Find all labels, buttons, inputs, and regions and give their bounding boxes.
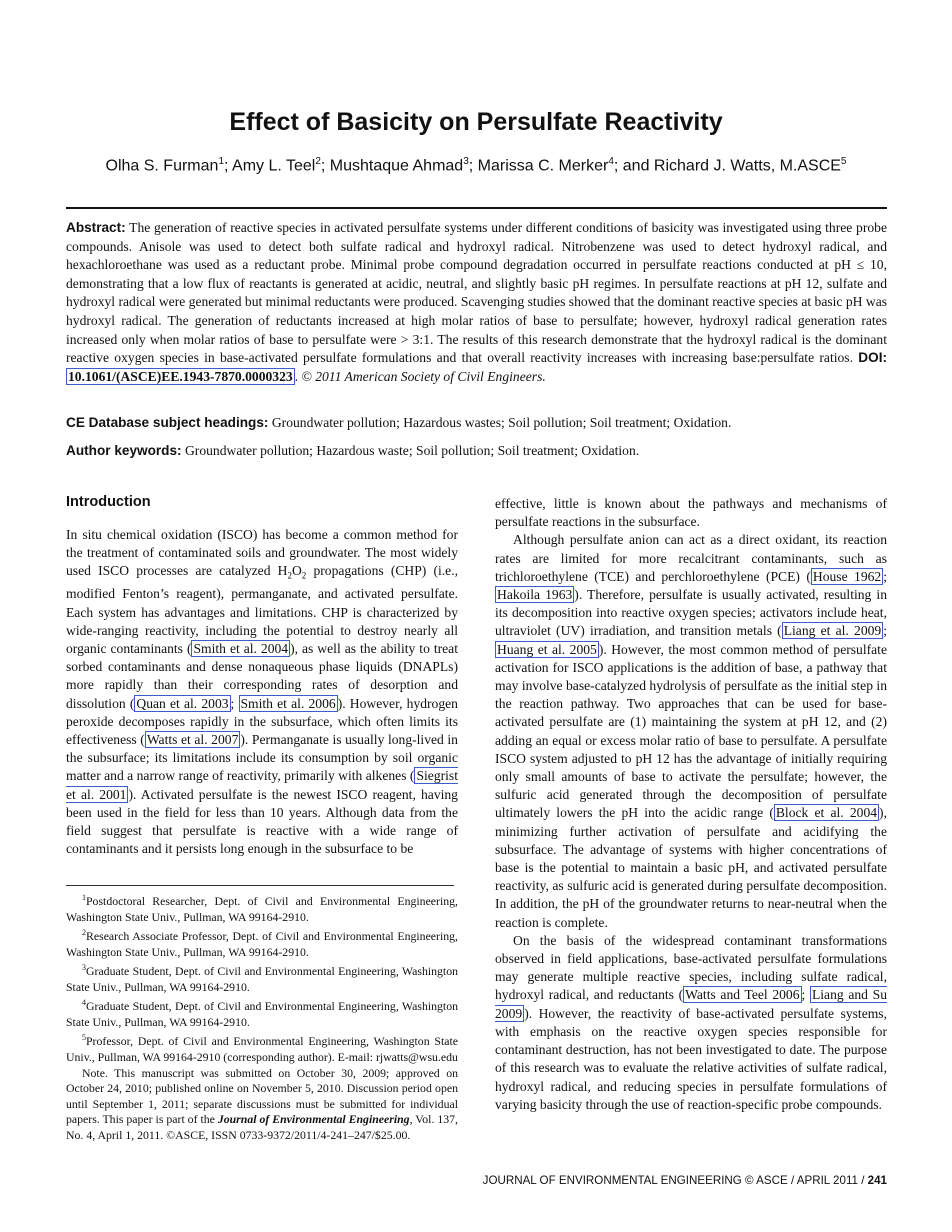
footnote-mark: 4	[82, 998, 86, 1008]
text-run: O	[291, 563, 302, 579]
text-run: ), as well as the ability to treat sorbed contaminants and dense nonaqueous phase liquids (DNAPLs) more rapidly than their corresponding rates of desorption and dissolution (	[66, 640, 458, 711]
text-run: Although persulfate anion can act as a direct oxidant, its reaction rates are limited for more recalcitrant contaminants, such as trichloroethylene (TCE) and perchloroethylene (PCE) (	[495, 532, 887, 584]
footnote-mark: 3	[82, 963, 86, 973]
paper-title: Effect of Basicity on Persulfate Reactivity	[229, 108, 723, 136]
footnote	[66, 890, 458, 925]
paragraph	[495, 531, 887, 931]
footnote-divider	[66, 885, 454, 886]
page-number: 241	[867, 1174, 887, 1187]
author-separator: ;	[320, 157, 330, 175]
author-affiliation-mark: 5	[840, 156, 847, 167]
text-run: ). However, the most common method of persulfate activation for ISCO applications is the addition of base, a pathway that may involve base-catalyzed hydrolysis of persulfate as the initial step in the reaction pathway. Two approaches that can be used for base-activated persulfate are (1) maintaining the system at pH 12, and (2) adding an equal or excess molar ratio of base to persulfate. A persulfate ISCO system adjusted to pH 12 has the advantage of initially requiring only small amounts of base to activate the persulfate; however, the sulfuric acid generated through the decomposition of persulfate ultimately lowers the pH into the acidic range (	[495, 641, 887, 821]
copyright-notice: © 2011 American Society of Civil Engineers.	[301, 368, 546, 384]
paragraph	[495, 932, 887, 1114]
journal-name: Journal of Environmental Engineering	[217, 1112, 410, 1127]
footnote-text: Research Associate Professor, Dept. of Civil and Environmental Engineering, Washington State Univ., Pullman, WA 99164-2910.	[66, 929, 458, 959]
abstract-text: The generation of reactive species in activated persulfate systems under different conditions of basicity was investigated using three probe compounds. Anisole was used to detect both sulfate radical and hydroxyl radical. Nitrobenzene was used to detect hydroxyl radical, and hexachloroethane was used as a reductant probe. Minimal probe compound degradation occurred in persulfate reactions conducted at pH ≤ 10, demonstrating that a low flux of reactants is generated at acidic, neutral, and slightly basic pH regimes. In persulfate reactions at pH 12, sulfate and hydroxyl radical were generated but minimal reductants were produced. Scavenging studies showed that the dominant reactive species at basic pH was hydroxyl radical. The generation of reductants increased at high molar ratios of base to persulfate; however, hydroxyl radical generation rates increased only when molar ratios of base to persulfate were > 3:1. The results of this research demonstrate that the hydroxyl radical is the dominant reactive oxygen species in base-activated persulfate formulations and that overall reactivity increases with increasing base:persulfate ratios.	[66, 220, 888, 366]
left-column	[66, 526, 458, 858]
citation-link[interactable]: Smith et al. 2004	[193, 640, 289, 656]
author: Mushtaque Ahmad	[329, 157, 464, 175]
text-run: ;	[230, 695, 239, 711]
right-column	[495, 495, 887, 1114]
footer-journal-line: JOURNAL OF ENVIRONMENTAL ENGINEERING © ASCE / APRIL 2011 /	[482, 1174, 868, 1187]
keywords-text: Groundwater pollution; Hazardous waste; Soil pollution; Soil treatment; Oxidation.	[184, 443, 640, 458]
text-run: ). Activated persulfate is the newest ISCO reagent, having been used in the field for less than 10 years. Although data from the field suggest that persulfate is reactive with a wide range of contaminants and it persists long enough in the subsurface to be	[66, 786, 458, 857]
ce-subject-headings	[66, 414, 887, 433]
footnote-mark: 5	[82, 1033, 86, 1043]
ce-headings-label: CE Database subject headings:	[66, 415, 269, 430]
doi-link[interactable]: 10.1061/(ASCE)EE.1943-7870.0000323	[68, 368, 293, 384]
text-run: On the basis of the widespread contaminant transformations observed in field applications, base-activated persulfate formulations may generate multiple reactive species, including sulfate radical, hydroxyl radical, and reductants (	[495, 932, 887, 1003]
submission-note	[66, 1066, 458, 1144]
citation-link[interactable]: Huang et al. 2005	[497, 641, 597, 657]
author-separator: ;	[224, 157, 233, 175]
citation-link[interactable]: Quan et al. 2003	[136, 695, 229, 711]
text-run: propagations (CHP) (i.e., modified Fenton’s reagent), permanganate, and activated persulfate. Each system has advantages and limitations. CHP is characterized by wide-ranging reactivity, including the potential to destroy nearly all organic contaminants (	[66, 563, 458, 656]
citation-link[interactable]: Liang et al. 2009	[783, 623, 882, 639]
ce-headings-text: Groundwater pollution; Hazardous wastes; Soil pollution; Soil treatment; Oxidation.	[271, 415, 732, 430]
author-affiliation-mark: 4	[608, 156, 614, 167]
footnote-text: Graduate Student, Dept. of Civil and Environmental Engineering, Washington State Univ., Pullman, WA 99164-2910.	[66, 964, 458, 994]
footnote-text: Professor, Dept. of Civil and Environmental Engineering, Washington State Univ., Pullman, WA 99164-2910 (corresponding author). E-mail: rjwatts@wsu.edu	[66, 1034, 458, 1064]
header-divider	[66, 207, 887, 209]
author: Amy L. Teel	[232, 157, 316, 175]
subscript: 2	[301, 571, 307, 582]
citation-link[interactable]: Block et al. 2004	[775, 805, 878, 821]
author-keywords	[66, 442, 887, 461]
citation-link[interactable]: House 1962	[812, 568, 882, 584]
subscript: 2	[287, 571, 292, 582]
citation-link[interactable]: Watts and Teel 2006	[685, 987, 800, 1003]
citation-link[interactable]: Watts et al. 2007	[146, 731, 239, 747]
abstract: Abstract: The generation of reactive species in activated persulfate systems under different conditions of basicity was investigated using three probe compounds. Anisole was used to detect both sulfate radical and hydroxyl radical. Nitrobenzene was used to detect hydroxyl radical, and hexachloroethane was used as a reductant probe. Minimal probe compound degradation occurred in persulfate reactions conducted at pH ≤ 10, demonstrating that a low flux of reactants is generated at acidic, neutral, and slightly basic pH regimes. In persulfate reactions at pH 12, sulfate and hydroxyl radical were generated but minimal reductants were produced. Scavenging studies showed that the dominant reactive species at basic pH was hydroxyl radical. The generation of reductants increased at high molar ratios of base to persulfate; however, hydroxyl radical generation rates increased only when molar ratios of base to persulfate were > 3:1. The results of this research demonstrate that the hydroxyl radical is the dominant reactive oxygen species in base-activated persulfate formulations and that overall reactivity increases with increasing base:persulfate ratios. DOI: 10.1061/(ASCE)EE.1943-7870.0000323 . © 2011 American Society of Civil Engineers.	[66, 220, 888, 384]
keywords-label: Author keywords:	[66, 443, 182, 458]
paragraph: effective, little is known about the pathways and mechanisms of persulfate reactions in the subsurface.	[495, 496, 887, 530]
note-text: Note. This manuscript was submitted on October 30, 2009; approved on October 24, 2010; published online on November 5, 2010. Discussion period open until September 1, 2011; separate discussions must be submitted for individual papers. This paper is part of the	[66, 1065, 458, 1127]
author-separator: ; and	[613, 157, 654, 175]
author-affiliation-mark: 1	[218, 156, 224, 167]
citation-link[interactable]: Siegrist et al. 2001	[66, 768, 458, 802]
footnote-mark: 1	[82, 893, 86, 902]
footnote-text: Postdoctoral Researcher, Dept. of Civil and Environmental Engineering, Washington State Univ., Pullman, WA 99164-2910.	[66, 893, 458, 924]
footnote	[66, 1030, 458, 1065]
text-run: ;	[883, 623, 887, 639]
text-run: ). However, hydrogen peroxide decomposes rapidly in the subsurface, which often limits its effectiveness (	[66, 695, 458, 747]
footnote	[66, 925, 458, 960]
text-run: ;	[883, 568, 888, 584]
text-run: ). Therefore, persulfate is usually activated, resulting in its decomposition into reactive oxygen species; activators include heat, ultraviolet (UV) irradiation, and transition metals (	[495, 587, 887, 639]
text-run: In situ chemical oxidation (ISCO) has become a common method for the treatment of contaminated soils and groundwater. The most widely used ISCO processes are catalyzed H	[66, 527, 458, 579]
abstract-label: Abstract:	[66, 220, 126, 235]
author-affiliation-mark: 3	[463, 156, 469, 167]
text-run: ). Permanganate is usually long-lived in the subsurface; its limitations include its consumption by soil organic matter and a narrow range of reactivity, primarily with alkenes (	[66, 731, 458, 784]
author-affiliation-mark: 2	[315, 156, 321, 167]
author: Olha S. Furman	[105, 157, 219, 175]
citation-link[interactable]: Liang and Su 2009	[495, 987, 887, 1021]
text-run: ). However, the reactivity of base-activated persulfate systems, with emphasis on the reactive oxygen species responsible for contaminant destruction, has not been investigated to date. The purpose of this research was to evaluate the relative activities of sulfate radical, hydroxyl radical, and reducing species in persulfate formulations of varying basicity through the use of reaction-specific probe compounds.	[495, 1005, 887, 1112]
author: Richard J. Watts, M.ASCE	[653, 157, 841, 175]
footnotes	[66, 890, 458, 1144]
note-text: , Vol. 137, No. 4, April 1, 2011. ©ASCE, ISSN 0733-9372/2011/4-241–247/$25.00.	[66, 1112, 459, 1142]
author-separator: ;	[468, 157, 478, 175]
footnote-text: Graduate Student, Dept. of Civil and Environmental Engineering, Washington State Univ., Pullman, WA 99164-2910.	[66, 999, 458, 1029]
text-run: ), minimizing further activation of persulfate and acidifying the subsurface. The advantage of systems with higher concentrations of base is the potential to maintain a basic pH, and activated persulfate reactivity, as sulfuric acid is generated during persulfate decomposition. In addition, the pH of the groundwater returns to near-neutral when the reaction is complete.	[495, 805, 887, 930]
citation-link[interactable]: Hakoila 1963	[497, 587, 573, 603]
paragraph	[66, 526, 458, 858]
author-list	[0, 156, 952, 175]
footnote	[66, 995, 458, 1030]
section-heading-introduction: Introduction	[66, 494, 151, 510]
text-run: ;	[801, 987, 810, 1003]
footnote-mark: 2	[82, 928, 86, 938]
footnote	[66, 960, 458, 995]
author: Marissa C. Merker	[477, 157, 609, 175]
citation-link[interactable]: Smith et al. 2006	[240, 695, 336, 711]
doi-label: DOI:	[858, 350, 887, 366]
page-footer	[483, 1174, 887, 1187]
